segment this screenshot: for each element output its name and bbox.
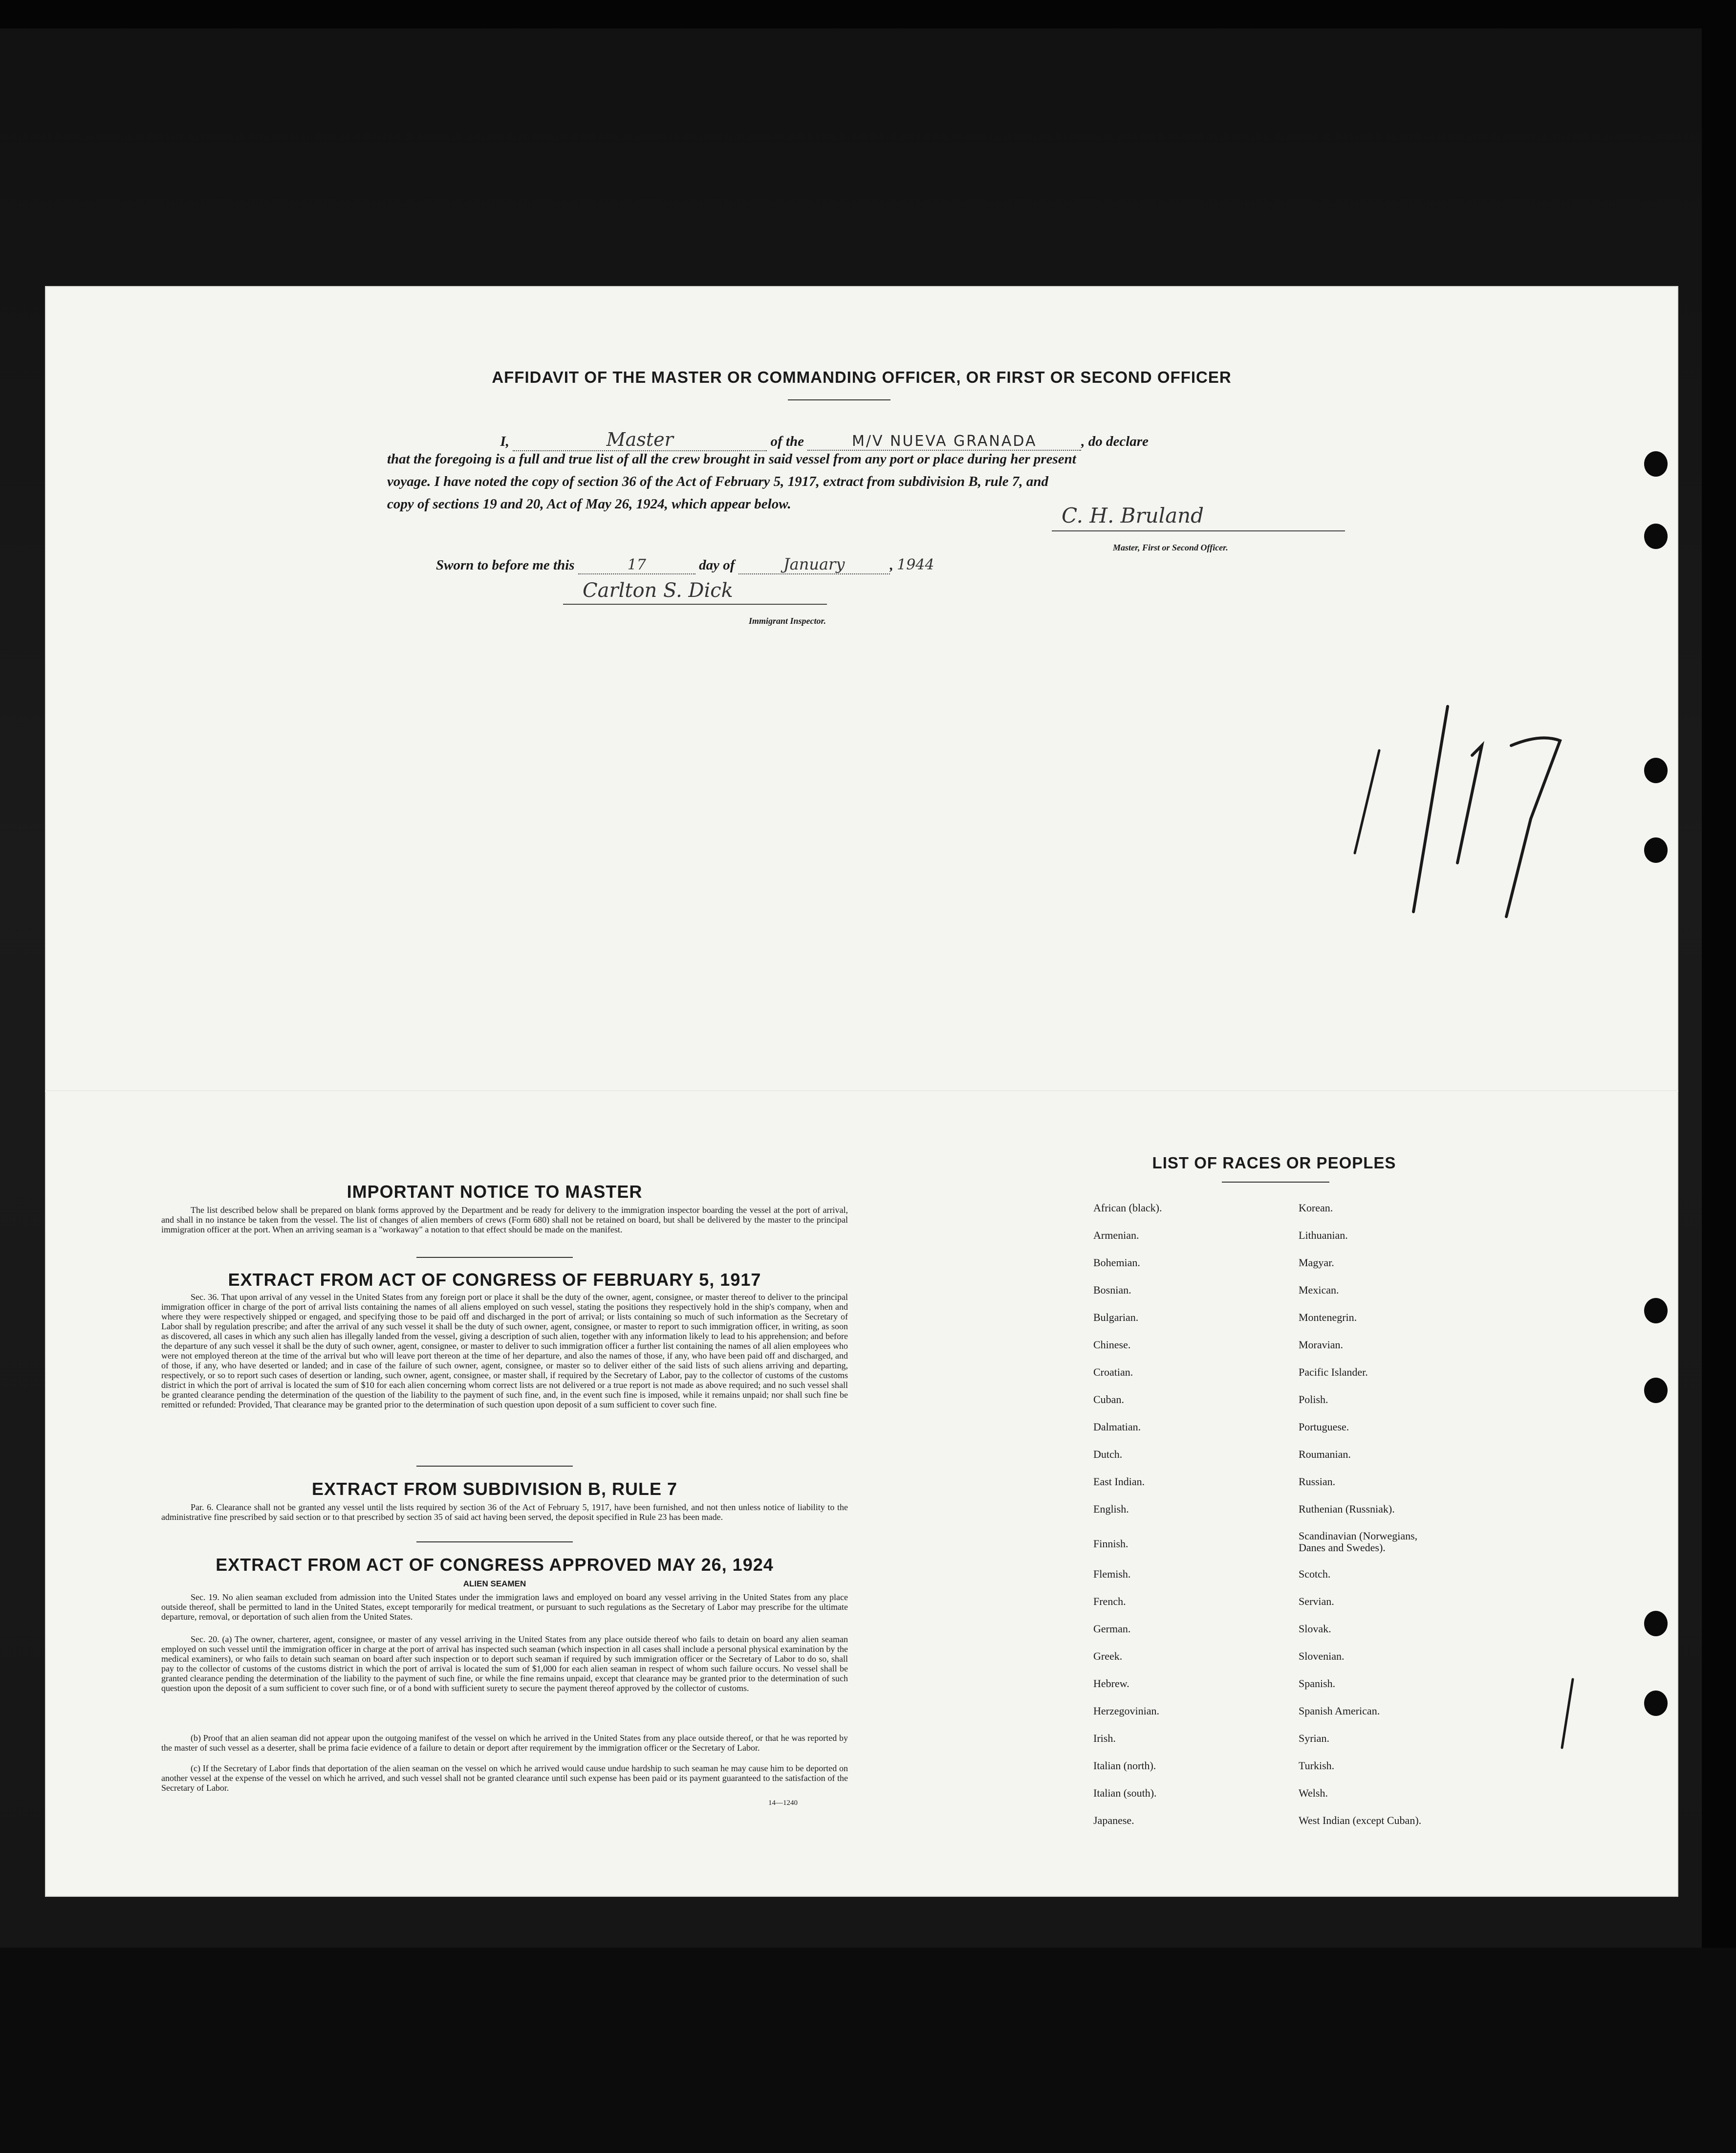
act-1924-sec19: Sec. 19. No alien seaman excluded from admission into the United States under the immigration laws and employed on board any vessel arriving in the United States from any place outside thereof, shall be permitted to land in the United States, except temporarily for medical treatment, or pursuant to such regulations as the Secretary of Labor may prescribe for the ultimate departure, removal, or deportation of such alien from the United States.	[161, 1592, 848, 1622]
race-right: Moravian.	[1299, 1339, 1344, 1351]
race-right: Spanish.	[1299, 1677, 1336, 1690]
line1-mid: of the	[770, 434, 804, 449]
race-left: French.	[1093, 1595, 1126, 1607]
race-left: Bohemian.	[1093, 1256, 1140, 1269]
inspector-caption: Immigrant Inspector.	[749, 616, 826, 626]
race-right: Turkish.	[1299, 1759, 1335, 1772]
sworn-mid: day of	[699, 557, 735, 573]
race-right: Scandinavian (Norwegians, Danes and Swedes).	[1299, 1530, 1418, 1554]
sworn-month: January	[738, 555, 890, 574]
race-left: Finnish.	[1093, 1538, 1128, 1550]
race-right: Mexican.	[1299, 1284, 1339, 1296]
film-border-top	[0, 0, 1736, 28]
race-right: Korean.	[1299, 1202, 1333, 1214]
race-right: Scotch.	[1299, 1568, 1331, 1580]
act-1924-subtitle: ALIEN SEAMEN	[463, 1579, 526, 1588]
master-signature: C. H. Bruland	[1062, 504, 1204, 527]
race-left: Croatian.	[1093, 1366, 1133, 1378]
race-left: Chinese.	[1093, 1339, 1131, 1351]
races-title: LIST OF RACES OR PEOPLES	[1152, 1154, 1396, 1172]
rule-7-rule	[416, 1541, 573, 1542]
races-title-rule	[1222, 1182, 1329, 1183]
affidavit-line-3: voyage. I have noted the copy of section 36 of the Act of February 5, 1917, extract from subdivision B, rule 7, and	[387, 474, 1048, 489]
document-sheet	[45, 286, 1678, 1897]
title-rule	[788, 399, 890, 400]
affidavit-line-1: I, Master of the M/V NUEVA GRANADA , do declare	[387, 429, 1149, 451]
affidavit-title: AFFIDAVIT OF THE MASTER OR COMMANDING OFFICER, OR FIRST OR SECOND OFFICER	[492, 368, 1232, 386]
race-right: Roumanian.	[1299, 1448, 1351, 1460]
race-left: Bulgarian.	[1093, 1311, 1139, 1323]
master-signature-line	[1052, 530, 1345, 531]
punch-hole	[1644, 837, 1668, 863]
form-number: 14—1240	[768, 1799, 798, 1807]
inspector-signature: Carlton S. Dick	[583, 579, 733, 602]
race-left: Cuban.	[1093, 1393, 1124, 1406]
punch-hole	[1644, 1611, 1668, 1636]
punch-hole	[1644, 1298, 1668, 1323]
page-fold	[45, 1090, 1678, 1092]
race-right: Magyar.	[1299, 1256, 1334, 1269]
race-left: Japanese.	[1093, 1814, 1134, 1826]
act-1917-text: Sec. 36. That upon arrival of any vessel in the United States from any foreign port or place it shall be the duty of the owner, agent, consignee, or master thereof to deliver to the principal immigration officer in charge of the port of arrival lists containing the names of all aliens employed on such vessel, stating the positions they respectively hold in the ship's company, when and where they were respectively shipped or engaged, and specifying those to be paid off and discharged in the port of arrival; or lists containing so much of such information as the Secretary of Labor shall by regulation prescribe; and after the arrival of any such vessel it shall be the duty of such owner, agent, consignee, or master to report to such immigration officer, in writing, as soon as discovered, all cases in which any such alien has illegally landed from the vessel, giving a description of such alien, together with any information likely to lead to his apprehension; and before the departure of any such vessel it shall be the duty of such owner, agent, consignee, or master to deliver to such immigration officer a further list containing the names of all alien employees who were not employed thereon at the time of the arrival but who will leave port thereon at the time of her departure, and also the names of those, if any, who have been paid off and discharged, and of those, if any, who have deserted or landed; and in case of the failure of such owner, agent, consignee, or master so to deliver either of the said lists of such aliens arriving and departing, respectively, or so to report such cases of desertion or landing, such owner, agent, consignee, or master shall, if required by the Secretary of Labor, pay to the collector of customs of the customs district in which the port of arrival is located the sum of $10 for each alien concerning whom correct lists are not delivered or a true report is not made as above required; and no such vessel shall be granted clearance pending the determination of the question of the liability to the payment of such fine, and, in the event such fine is imposed, while it remains unpaid; nor shall such fine be remitted or refunded: Provided, That clearance may be granted prior to the determination of such question upon deposit of a sum sufficient to cover such fine.	[161, 1292, 848, 1409]
punch-hole	[1644, 451, 1668, 477]
rank-handwritten: Master	[513, 429, 767, 451]
act-1924-title: EXTRACT FROM ACT OF CONGRESS APPROVED MAY 26, 1924	[216, 1555, 774, 1575]
act-1924-sec20b: (b) Proof that an alien seaman did not appear upon the outgoing manifest of the vessel on which he arrived in the United States from any place outside thereof, or that he was reported by the master of such vessel as a deserter, shall be prima facie evidence of a failure to detain or deport after requirement by the immigration officer or the Secretary of Labor.	[161, 1733, 848, 1753]
rule-7-text: Par. 6. Clearance shall not be granted any vessel until the lists required by section 36 of the Act of February 5, 1917, have been furnished, and not then unless notice of liability to the administrative fine prescribed by said section or to that prescribed by section 35 of said act having been served, the deposit specified in Rule 23 has been made.	[161, 1502, 848, 1522]
act-1917-rule	[416, 1466, 573, 1467]
punch-hole	[1644, 758, 1668, 783]
race-right: Montenegrin.	[1299, 1311, 1357, 1323]
rule-7-title: EXTRACT FROM SUBDIVISION B, RULE 7	[311, 1479, 678, 1499]
race-right: Servian.	[1299, 1595, 1334, 1607]
act-1917-title: EXTRACT FROM ACT OF CONGRESS OF FEBRUARY 5, 1917	[228, 1270, 761, 1290]
race-right: Welsh.	[1299, 1787, 1328, 1799]
race-right: Slovenian.	[1299, 1650, 1345, 1662]
sworn-prefix: Sworn to before me this	[436, 557, 575, 573]
race-left: Herzegovinian.	[1093, 1705, 1159, 1717]
race-left: Greek.	[1093, 1650, 1123, 1662]
notice-title: IMPORTANT NOTICE TO MASTER	[347, 1182, 643, 1202]
punch-hole	[1644, 1378, 1668, 1403]
act-1924-sec20c: (c) If the Secretary of Labor finds that deportation of the alien seaman on the vessel on which he arrived would cause undue hardship to such seaman he may cause him to be deported on another vessel at the expense of the vessel on which he arrived, and such vessel shall not be granted clearance until such expense has been paid or its payment guaranteed to the satisfaction of the Secretary of Labor.	[161, 1763, 848, 1793]
race-left: Dalmatian.	[1093, 1421, 1141, 1433]
race-left: German.	[1093, 1623, 1131, 1635]
race-left: Armenian.	[1093, 1229, 1139, 1241]
race-right: Russian.	[1299, 1475, 1336, 1488]
notice-text: The list described below shall be prepared on blank forms approved by the Department and be ready for delivery to the immigration inspector boarding the vessel at the port of arrival, and shall in no instance be taken from the vessel. The list of changes of alien members of crews (Form 680) shall not be retained on board, but shall be delivered by the master to the principal immigration officer at the port. When an arriving seaman is a "workaway" a notation to that effect should be made on the manifest.	[161, 1205, 848, 1234]
race-right: Spanish American.	[1299, 1705, 1380, 1717]
race-left: East Indian.	[1093, 1475, 1145, 1488]
race-right: Ruthenian (Russniak).	[1299, 1503, 1395, 1515]
inspector-signature-line	[563, 604, 827, 605]
race-left: Bosnian.	[1093, 1284, 1131, 1296]
race-left: Dutch.	[1093, 1448, 1123, 1460]
race-left: Irish.	[1093, 1732, 1116, 1744]
sworn-day: 17	[578, 556, 695, 574]
film-border-bottom	[0, 1948, 1736, 2153]
race-left: Italian (north).	[1093, 1759, 1156, 1772]
sworn-year: 1944	[897, 556, 934, 573]
master-caption: Master, First or Second Officer.	[1113, 543, 1228, 552]
film-border-right	[1702, 0, 1736, 2153]
race-left: African (black).	[1093, 1202, 1162, 1214]
affidavit-line-4: copy of sections 19 and 20, Act of May 26, 1924, which appear below.	[387, 496, 791, 512]
punch-hole	[1644, 1691, 1668, 1716]
affidavit-line-2: that the foregoing is a full and true list of all the crew brought in said vessel from any port or place during her present	[387, 451, 1076, 467]
race-left: English.	[1093, 1503, 1129, 1515]
handwritten-tick	[1558, 1677, 1578, 1750]
sworn-line: Sworn to before me this 17 day of January , 1944	[436, 555, 934, 573]
race-right: Portuguese.	[1299, 1421, 1349, 1433]
notice-rule	[416, 1257, 573, 1258]
vessel-handwritten: M/V NUEVA GRANADA	[807, 433, 1081, 451]
race-right: Slovak.	[1299, 1623, 1331, 1635]
act-1924-sec20a: Sec. 20. (a) The owner, charterer, agent, consignee, or master of any vessel arriving in the United States from any place outside thereof who fails to detain on board any alien seaman employed on such vessel until the immigration officer in charge at the port of arrival has inspected such seaman (which inspection in all cases shall include a personal physical examination by the medical examiners), or who fails to detain such seaman on board after such inspection or to deport such seaman if required by such immigration officer or the Secretary of Labor to do so, shall pay to the collector of customs of the customs district in which the port of arrival is located the sum of $1,000 for each alien seaman in respect of whom such failure occurs. No vessel shall be granted clearance pending the determination of the liability to the payment of such fine, or while the fine remains unpaid, except that clearance may be granted prior to the determination of such question upon the deposit of a sum sufficient to cover such fine, or of a bond with sufficient surety to secure the payment thereof approved by the collector of customs.	[161, 1634, 848, 1693]
race-right: Polish.	[1299, 1393, 1328, 1406]
handwritten-page-number	[1345, 687, 1570, 922]
race-right: Lithuanian.	[1299, 1229, 1348, 1241]
race-left: Italian (south).	[1093, 1787, 1157, 1799]
line1-suffix: do declare	[1088, 434, 1149, 449]
line1-prefix: I,	[500, 434, 509, 449]
race-right: West Indian (except Cuban).	[1299, 1814, 1422, 1826]
race-right: Pacific Islander.	[1299, 1366, 1368, 1378]
race-right: Syrian.	[1299, 1732, 1329, 1744]
punch-hole	[1644, 524, 1668, 549]
race-left: Hebrew.	[1093, 1677, 1129, 1690]
race-left: Flemish.	[1093, 1568, 1131, 1580]
